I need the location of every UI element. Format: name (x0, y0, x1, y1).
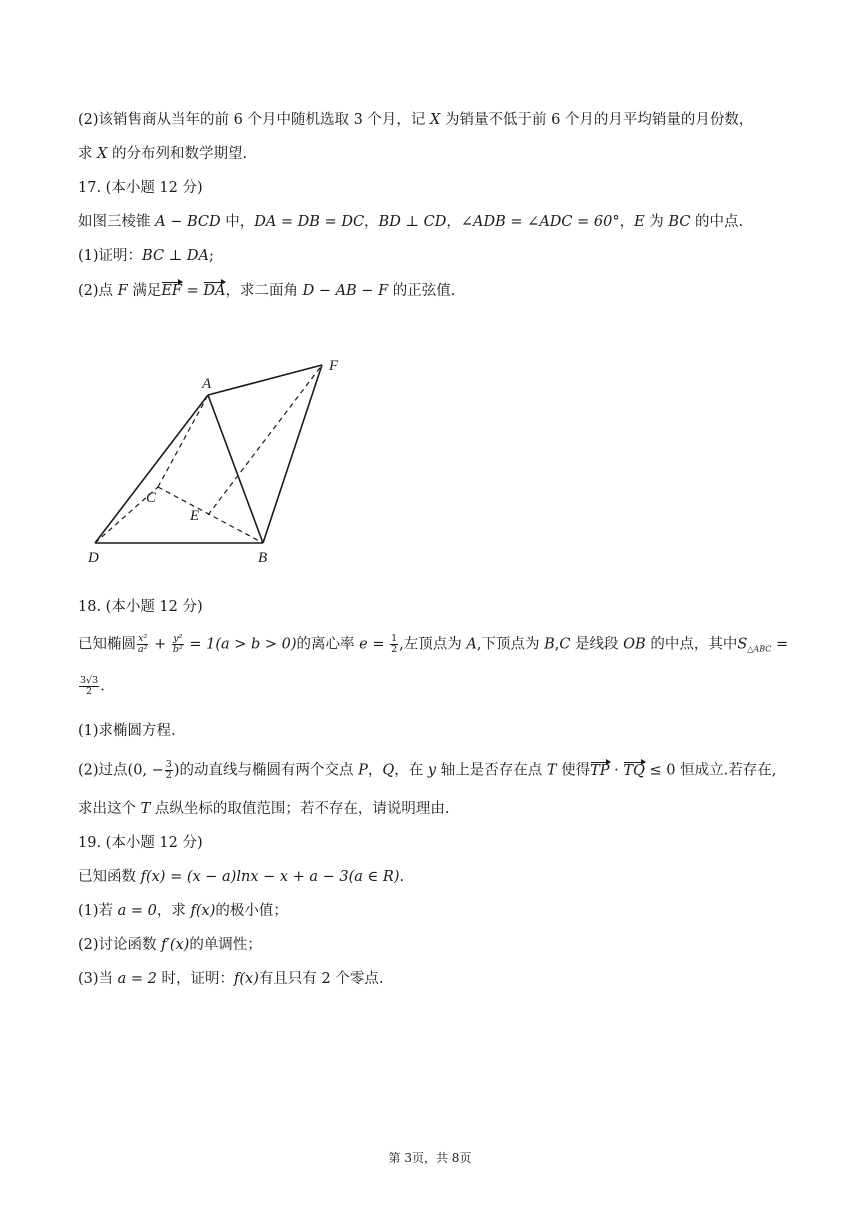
numerator: 3√3 (80, 675, 99, 686)
q17-stem (78, 212, 743, 232)
text: ， (367, 762, 383, 779)
text: ，在 (394, 762, 428, 779)
math-expr: a = 0 (117, 903, 157, 919)
q19-stem (78, 867, 404, 887)
label-B: B (258, 550, 268, 566)
label-E: E (190, 508, 200, 524)
text: 求出这个 (78, 801, 141, 817)
math-var: OB (623, 636, 646, 653)
math-expr: BD ⊥ CD (378, 214, 447, 230)
text: 时，证明： (156, 971, 235, 987)
text: 点纵坐标的取值范围；若不存在，请说明理由. (150, 801, 450, 817)
math-var: T (546, 762, 557, 779)
text: · (609, 762, 624, 779)
edge-AB (208, 395, 263, 543)
q19-part3 (78, 969, 383, 989)
text: (1)若 (78, 903, 118, 919)
math-var: C (559, 636, 571, 653)
q18-stem (78, 634, 788, 660)
math-var: F (117, 283, 128, 299)
fraction-area (79, 676, 99, 697)
text: 求 (78, 146, 98, 162)
math-expr: f(x) = (x − a)lnx − x + a − 3(a ∈ R) (140, 869, 400, 885)
math-var: A (466, 636, 477, 653)
text: ， (619, 214, 635, 230)
math-expr: e = (359, 636, 390, 653)
fraction-y2-b2 (172, 634, 184, 655)
text: 的中点. (690, 214, 744, 230)
denominator: a² (138, 644, 148, 655)
math-var: X (430, 112, 441, 128)
text: 已知椭圆 (78, 636, 136, 653)
numerator: 1 (391, 633, 398, 644)
text: ， (364, 214, 379, 230)
math-var: P (358, 762, 368, 779)
math-var: T (140, 801, 151, 817)
text: 的离心率 (296, 636, 360, 653)
q16-part2-line2 (78, 144, 247, 164)
text: 使得 (556, 762, 591, 779)
q19-part1 (78, 901, 288, 921)
math-var: E (634, 214, 645, 230)
numerator: y² (173, 633, 183, 644)
text: . (399, 869, 405, 885)
math-expr: (0, − (127, 762, 164, 779)
edge-AF (208, 365, 322, 395)
text: . (100, 678, 105, 695)
q19-part2 (78, 935, 262, 955)
math-expr: ) (173, 762, 180, 779)
math-expr: DA = DB = DC (254, 214, 365, 230)
text: 的动直线与椭圆有两个交点 (179, 762, 359, 779)
math-expr: = 1(a > b > 0) (184, 636, 297, 653)
text: ,左顶点为 (399, 636, 467, 653)
text: 的正弦值. (388, 283, 456, 299)
vector-DA: DA (203, 283, 226, 299)
text: 的中点，其中 (645, 636, 738, 653)
q17-part1 (78, 246, 214, 266)
text: 为销量不低于前 6 个月的月平均销量的月份数， (440, 112, 754, 128)
text: ，求 (156, 903, 191, 919)
q18-part2 (78, 760, 776, 781)
math-var: Q (382, 762, 395, 779)
text: (2)点 (78, 283, 118, 299)
fraction-one-half (390, 634, 398, 655)
q17-part2 (78, 281, 455, 301)
text: 如图三棱锥 (78, 214, 156, 230)
math-var: BC (668, 214, 691, 230)
vector-EF: EF (161, 283, 182, 299)
label-F: F (329, 358, 339, 374)
text: = (771, 636, 789, 653)
text: ， (446, 214, 461, 230)
math-expr: f(x) (190, 903, 216, 919)
vector-TP: TP (590, 762, 610, 779)
text: 已知函数 (78, 869, 141, 885)
pyramid-figure (78, 345, 358, 570)
text: 满足 (127, 283, 162, 299)
subscript: △ABC (747, 644, 772, 654)
math-var: y (427, 762, 437, 779)
q18-part2-line2 (78, 799, 450, 819)
q18-stem-cont (78, 676, 105, 697)
math-expr: f(x) (234, 971, 259, 987)
text: 恒成立.若存在, (675, 762, 777, 779)
text: (1)证明： (78, 248, 143, 264)
label-A: A (202, 376, 212, 392)
math-expr: a = 2 (117, 971, 157, 987)
text: (2)过点 (78, 762, 128, 779)
math-var: X (97, 146, 108, 162)
q16-part2-line1 (78, 110, 753, 130)
fraction-three-half (165, 760, 173, 781)
text: 是线段 (570, 636, 624, 653)
math-expr: f′(x) (161, 937, 190, 953)
text: , (554, 636, 560, 653)
text: (2)讨论函数 (78, 937, 162, 953)
text: ; (209, 248, 214, 264)
numerator: x² (138, 633, 148, 644)
math-var: S (737, 636, 748, 653)
denominator: 2 (165, 770, 172, 781)
text: 轴上是否存在点 (436, 762, 547, 779)
text: + (149, 636, 171, 653)
text: 的单调性； (189, 937, 262, 953)
edge-CB (158, 487, 263, 543)
text: ,下顶点为 (476, 636, 545, 653)
math-var: B (544, 636, 555, 653)
math-expr: BC ⊥ DA (142, 248, 210, 264)
q18-heading: 18. (本小题 12 分) (78, 599, 203, 615)
edge-CA (158, 395, 208, 487)
edge-FB (263, 365, 322, 543)
text: 的极小值； (215, 903, 288, 919)
text: (3)当 (78, 971, 118, 987)
text: (2)该销售商从当年的前 6 个月中随机选取 3 个月，记 (78, 112, 431, 128)
page-footer: 第 3页，共 8页 (388, 1151, 472, 1165)
text: 的分布列和数学期望. (107, 146, 248, 162)
denominator: b² (172, 644, 183, 655)
label-D: D (88, 550, 99, 566)
text: 中， (220, 214, 255, 230)
fraction-x2-a2 (137, 634, 148, 655)
text: 为 (644, 214, 669, 230)
q18-part1: (1)求椭圆方程. (78, 723, 176, 739)
q19-heading: 19. (本小题 12 分) (78, 835, 203, 851)
vector-TQ: TQ (623, 762, 645, 779)
math-expr: ∠ADB = ∠ADC = 60° (460, 214, 620, 230)
text: = (181, 283, 204, 299)
numerator: 3 (165, 759, 172, 770)
math-expr: D − AB − F (302, 283, 389, 299)
text: ，求二面角 (225, 283, 303, 299)
denominator: 2 (391, 644, 398, 655)
math-expr: ≤ 0 (644, 762, 676, 779)
denominator: 2 (86, 686, 93, 697)
text: 有且只有 2 个零点. (258, 971, 384, 987)
math-expr: A − BCD (155, 214, 221, 230)
label-C: C (146, 490, 157, 506)
q17-heading: 17. (本小题 12 分) (78, 180, 203, 196)
